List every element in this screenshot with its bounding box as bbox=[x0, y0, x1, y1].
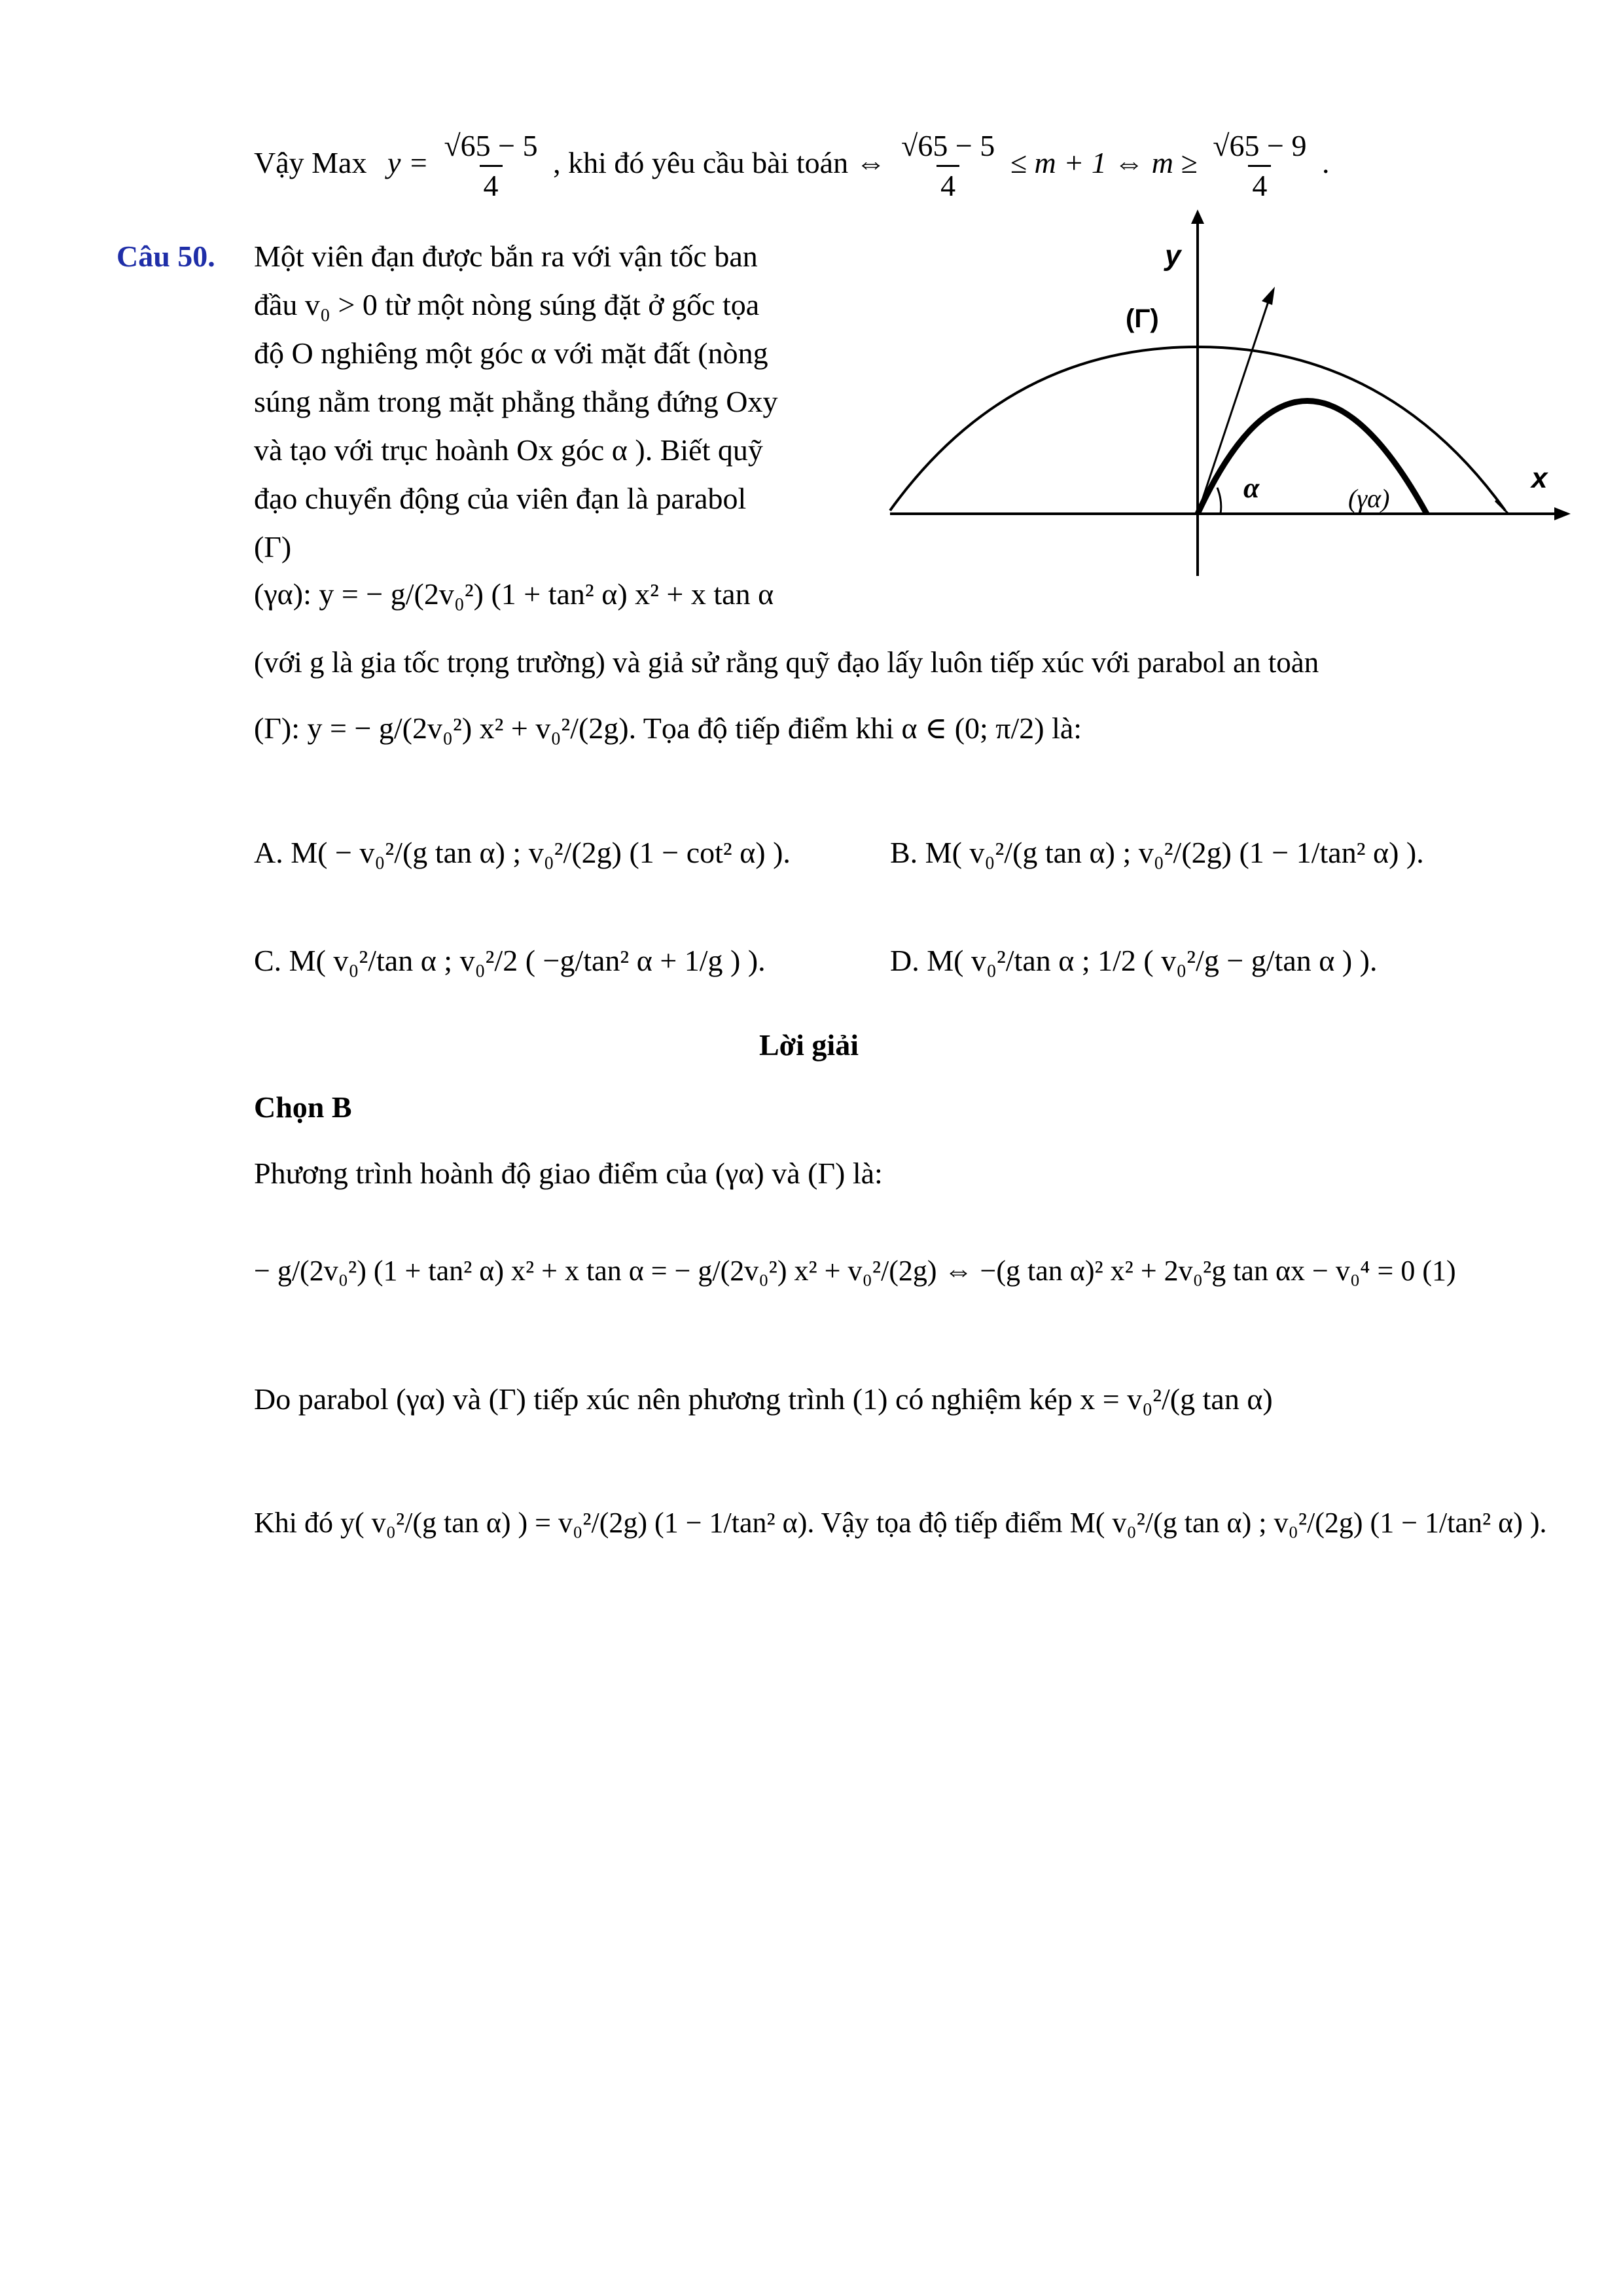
top-frac-3: $\frac{√65 - 9}{4}$ bbox=[1213, 129, 1307, 202]
gamma-alpha-equation: (γα): y = − g/(2v₀²) (1 + tan² α) x² + x tan α bbox=[254, 577, 774, 611]
question-line-4: súng nằm trong mặt phẳng thẳng đứng Oxy bbox=[254, 385, 778, 418]
question-line-7: (Γ) bbox=[254, 530, 292, 564]
question-line-1: Một viên đạn được bắn ra với vận tốc ban bbox=[254, 240, 758, 273]
option-a[interactable]: A. M( − v₀²/(g tan α) ; v₀²/(2g) (1 − cot² α) ). bbox=[254, 836, 791, 869]
gamma-alpha-trajectory bbox=[1198, 401, 1427, 514]
top-frac-2: $\frac{√65 - 5}{4}$ bbox=[901, 129, 995, 202]
x-axis-label: x bbox=[1531, 462, 1548, 494]
option-c[interactable]: C. M( v₀²/tan α ; v₀²/2 ( −g/tan² α + 1/g ) ). bbox=[254, 944, 766, 977]
trajectory-figure bbox=[851, 209, 1584, 589]
solution-line-2: Do parabol (γα) và (Γ) tiếp xúc nên phương trình (1) có nghiệm kép x = v₀²/(g tan α) bbox=[254, 1382, 1273, 1416]
question-line-3: độ O nghiêng một góc α với mặt đất (nòng bbox=[254, 336, 768, 370]
question-text bbox=[254, 232, 830, 571]
launch-direction-arrow bbox=[1262, 287, 1275, 305]
alpha-label: α bbox=[1243, 472, 1260, 504]
option-d[interactable]: D. M( v₀²/tan α ; 1/2 ( v₀²/g − g/tan α ) ). bbox=[890, 944, 1378, 977]
question-label: Câu 50. bbox=[116, 240, 215, 273]
y-axis-label: y bbox=[1165, 240, 1181, 272]
solution-equation-1: − g/(2v₀²) (1 + tan² α) x² + x tan α = − g/(2v₀²) x² + v₀²/(2g) ⇔ −(g tan α)² x² + 2v₀²g tan αx − v₀⁴ = 0 (1) bbox=[254, 1255, 1456, 1287]
question-line-5: và tạo với trục hoành Ox góc α ). Biết quỹ bbox=[254, 433, 763, 467]
solution-line-1: Phương trình hoành độ giao điểm của (γα) và (Γ) là: bbox=[254, 1157, 883, 1190]
top-line: Vậy Max y = $\frac{√65 - 5}{4}$ , khi đó yêu cầu bài toán ⇔ $\frac{√65 - 5}{4}$ ≤ m + 1 ⇔ m ≥ $\frac{√65 - 9}{4}$ . bbox=[254, 129, 1330, 202]
top-frac-1: $\frac{√65 - 5}{4}$ bbox=[444, 129, 538, 202]
x-axis-arrow bbox=[1554, 507, 1571, 520]
alpha-arc bbox=[1217, 488, 1221, 514]
question-line-6: đạo chuyển động của viên đạn là parabol bbox=[254, 482, 747, 515]
question-line-after: (với g là gia tốc trọng trường) và giả sử rằng quỹ đạo lấy luôn tiếp xúc với parabol an toàn bbox=[254, 646, 1319, 679]
gamma-alpha-label: (γα) bbox=[1348, 484, 1390, 513]
solution-title: Lời giải bbox=[759, 1028, 859, 1062]
gamma-label: (Γ) bbox=[1126, 304, 1159, 333]
y-axis-arrow bbox=[1191, 209, 1204, 224]
question-line-2: đầu v₀ > 0 từ một nòng súng đặt ở gốc tọa bbox=[254, 288, 760, 321]
gamma-end-arrow bbox=[1495, 501, 1508, 514]
gamma-equation: (Γ): y = − g/(2v₀²) x² + v₀²/(2g). Tọa độ tiếp điểm khi α ∈ (0; π/2) là: bbox=[254, 711, 1082, 745]
option-b[interactable]: B. M( v₀²/(g tan α) ; v₀²/(2g) (1 − 1/tan² α) ). bbox=[890, 836, 1424, 869]
solution-choice: Chọn B bbox=[254, 1090, 352, 1124]
solution-line-3: Khi đó y( v₀²/(g tan α) ) = v₀²/(2g) (1 − 1/tan² α). Vậy tọa độ tiếp điểm M( v₀²/(g tan α) ; v₀²/(2g) (1 − 1/tan² α) ). bbox=[254, 1507, 1547, 1539]
